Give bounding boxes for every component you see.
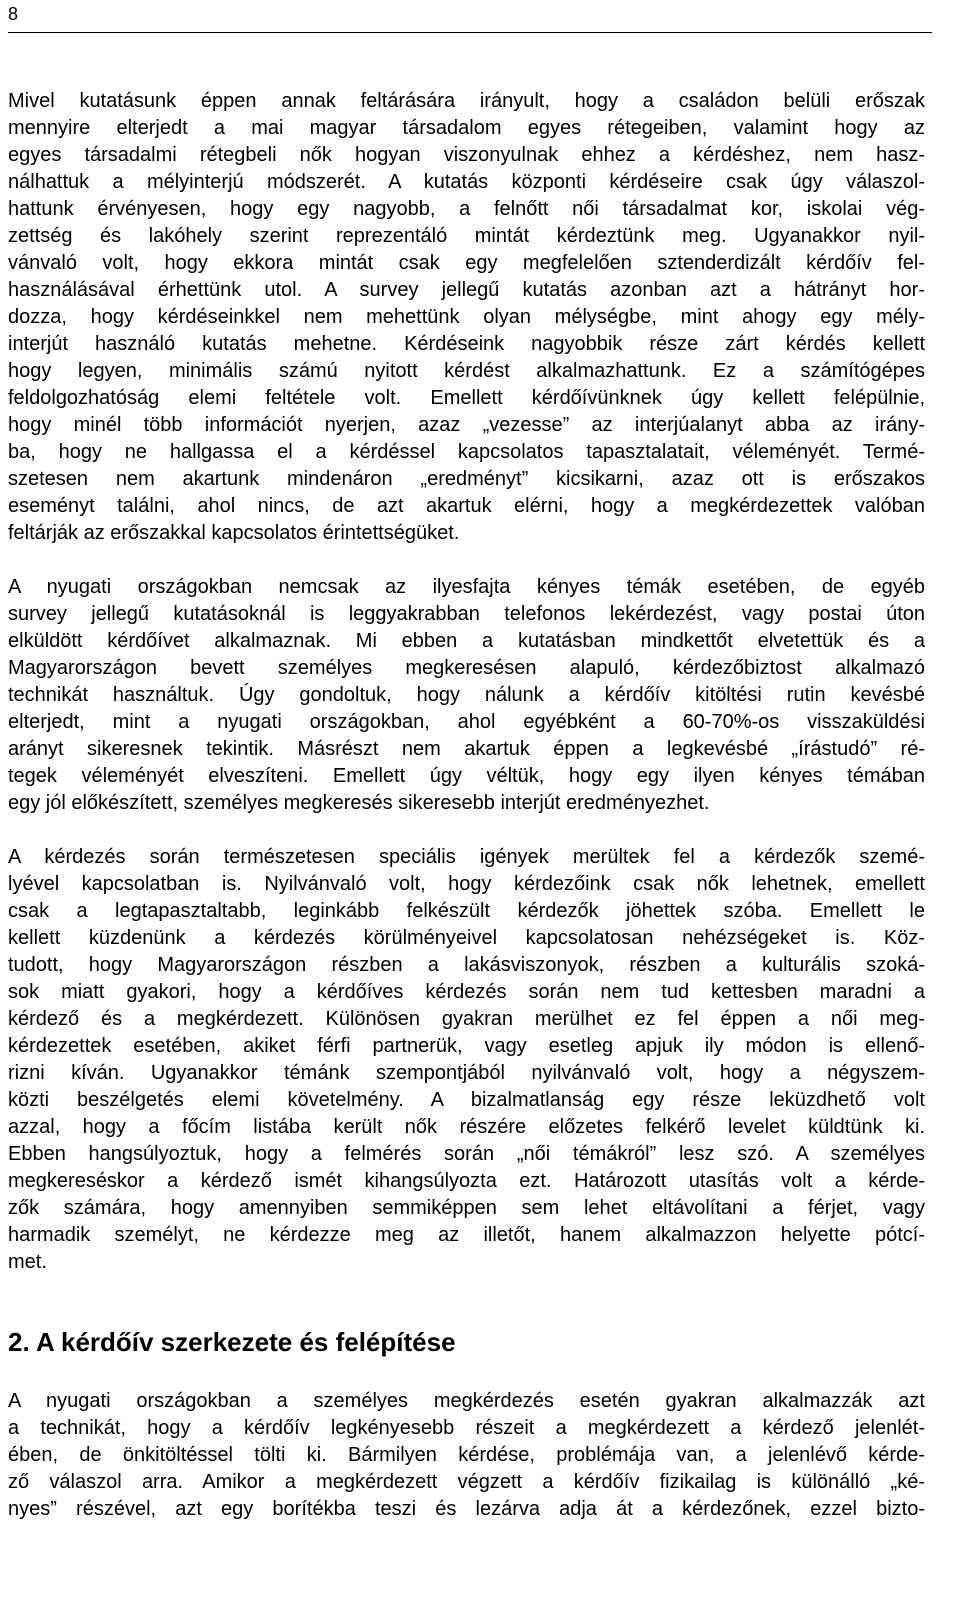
text-line: megkereséskor a kérdező ismét kihangsúlyozta ezt. Határozott utasítás volt a kérde- [8,1170,925,1192]
text-line: csak a legtapasztaltabb, leginkább felkészült kérdezők jöhettek szóba. Emellett le [8,900,925,922]
text-line: ében, de önkitöltéssel tölti ki. Bármilyen kérdése, problémája van, a jelenlévő kérde- [8,1444,925,1466]
text-line: Magyarországon bevett személyes megkeresésen alapuló, kérdezőbiztost alkalmazó [8,657,925,679]
text-line: nálhattuk a mélyinterjú módszerét. A kutatás központi kérdéseire csak úgy válaszol- [8,171,925,193]
text-line: használásával érhettünk utol. A survey jellegű kutatás azonban azt a hátrányt hor- [8,279,925,301]
text-line: egyes társadalmi rétegbeli nők hogyan viszonyulnak ehhez a kérdéshez, nem hasz- [8,144,925,166]
text-line: Mivel kutatásunk éppen annak feltárására irányult, hogy a családon belüli erőszak [8,90,925,112]
page-header [8,0,932,33]
text-line: A nyugati országokban a személyes megkérdezés esetén gyakran alkalmazzák azt [8,1390,925,1412]
text-line: kérdezettek esetében, akiket férfi partnerük, vagy esetleg apjuk ily módon is ellenő- [8,1035,925,1057]
text-line: kellett küzdenünk a kérdezés körülményeivel kapcsolatosan nehézségeket is. Köz- [8,927,925,949]
text-line: ba, hogy ne hallgassa el a kérdéssel kapcsolatos tapasztalatait, véleményét. Termé- [8,441,925,463]
text-line: A kérdezés során természetesen speciális igények merültek fel a kérdezők szemé- [8,846,925,868]
paragraph-3 [8,844,925,1276]
text-line: harmadik személyt, ne kérdezze meg az illetőt, hanem alkalmazzon helyette pótcí- [8,1224,925,1246]
text-line: A nyugati országokban nemcsak az ilyesfajta kényes témák esetében, de egyéb [8,576,925,598]
text-line: feltárják az erőszakkal kapcsolatos érintettségüket. [8,522,460,544]
text-line: Ebben hangsúlyoztuk, hogy a felmérés során „női témákról” lesz szó. A személyes [8,1143,925,1165]
text-line: feldolgozhatóság elemi feltétele volt. Emellett kérdőívünknek úgy kellett felépülnie, [8,387,925,409]
text-line: a technikát, hogy a kérdőív legkényesebb részeit a megkérdezett a kérdező jelenlét- [8,1417,925,1439]
text-line: survey jellegű kutatásoknál is leggyakrabban telefonos lekérdezést, vagy postai úton [8,603,925,625]
text-line: vánvaló volt, hogy ekkora mintát csak egy megfelelően sztenderdizált kérdőív fel- [8,252,925,274]
text-line: szetesen nem akartunk mindenáron „eredményt” kicsikarni, azaz ott is erőszakos [8,468,925,490]
text-line: tegek véleményét elveszíteni. Emellett úgy véltük, hogy egy ilyen kényes témában [8,765,925,787]
text-line: technikát használtuk. Úgy gondoltuk, hogy nálunk a kérdőív kitöltési rutin kevésbé [8,684,925,706]
text-line: zők számára, hogy amennyiben semmiképpen sem lehet eltávolítani a férjet, vagy [8,1197,925,1219]
text-line: lyével kapcsolatban is. Nyilvánvaló volt, hogy kérdezőink csak nők lehetnek, emellett [8,873,925,895]
text-line: mennyire elterjedt a mai magyar társadalom egyes rétegeiben, valamint hogy az [8,117,925,139]
section-heading: 2. A kérdőív szerkezete és felépítése [8,1327,456,1357]
text-line: zettség és lakóhely szerint reprezentáló mintát kérdeztünk meg. Ugyanakkor nyil- [8,225,925,247]
text-line: rizni kíván. Ugyanakkor témánk szempontjából nyilvánvaló volt, hogy a négyszem- [8,1062,925,1084]
document-body [8,88,925,1523]
text-line: interjút használó kutatás mehetne. Kérdéseink nagyobbik része zárt kérdés kellett [8,333,925,355]
text-line: eseményt találni, ahol nincs, de azt akartuk elérni, hogy a megkérdezettek valóban [8,495,925,517]
paragraph-2 [8,574,925,817]
text-line: hattunk érvényesen, hogy egy nagyobb, a felnőtt női társadalmat kor, iskolai vég- [8,198,925,220]
text-line: elküldött kérdőívet alkalmaznak. Mi ebben a kutatásban mindkettőt elvetettük és a [8,630,925,652]
text-line: egy jól előkészített, személyes megkeresés sikeresebb interjút eredményezhet. [8,792,710,814]
text-line: hogy legyen, minimális számú nyitott kérdést alkalmazhattunk. Ez a számítógépes [8,360,925,382]
text-line: sok miatt gyakori, hogy a kérdőíves kérdezés során nem tud kettesben maradni a [8,981,925,1003]
text-line: met. [8,1251,47,1273]
text-line: elterjedt, mint a nyugati országokban, ahol egyébként a 60-70%-os visszaküldési [8,711,925,733]
text-line: nyes” részével, azt egy borítékba teszi és lezárva adja át a kérdezőnek, ezzel bizto- [8,1498,925,1520]
text-line: kérdező és a megkérdezett. Különösen gyakran merülhet ez fel éppen a női meg- [8,1008,925,1030]
page-number: 8 [8,4,19,24]
text-line: hogy minél több információt nyerjen, azaz „vezesse” az interjúalanyt abba az irány- [8,414,925,436]
text-line: ző válaszol arra. Amikor a megkérdezett végzett a kérdőív fizikailag is különálló „ké- [8,1471,925,1493]
text-line: arányt sikeresnek tekintik. Másrészt nem akartuk éppen a legkevésbé „írástudó” ré- [8,738,925,760]
text-line: tudott, hogy Magyarországon részben a lakásviszonyok, részben a kulturális szoká- [8,954,925,976]
section-paragraph [8,1388,925,1523]
text-line: azzal, hogy a főcím listába került nők részére előzetes felkérő levelet küldtünk ki. [8,1116,925,1138]
text-line: közti beszélgetés elemi követelmény. A bizalmatlanság egy része leküzdhető volt [8,1089,925,1111]
paragraph-1 [8,88,925,547]
text-line: dozza, hogy kérdéseinkkel nem mehettünk olyan mélységbe, mint ahogy egy mély- [8,306,925,328]
